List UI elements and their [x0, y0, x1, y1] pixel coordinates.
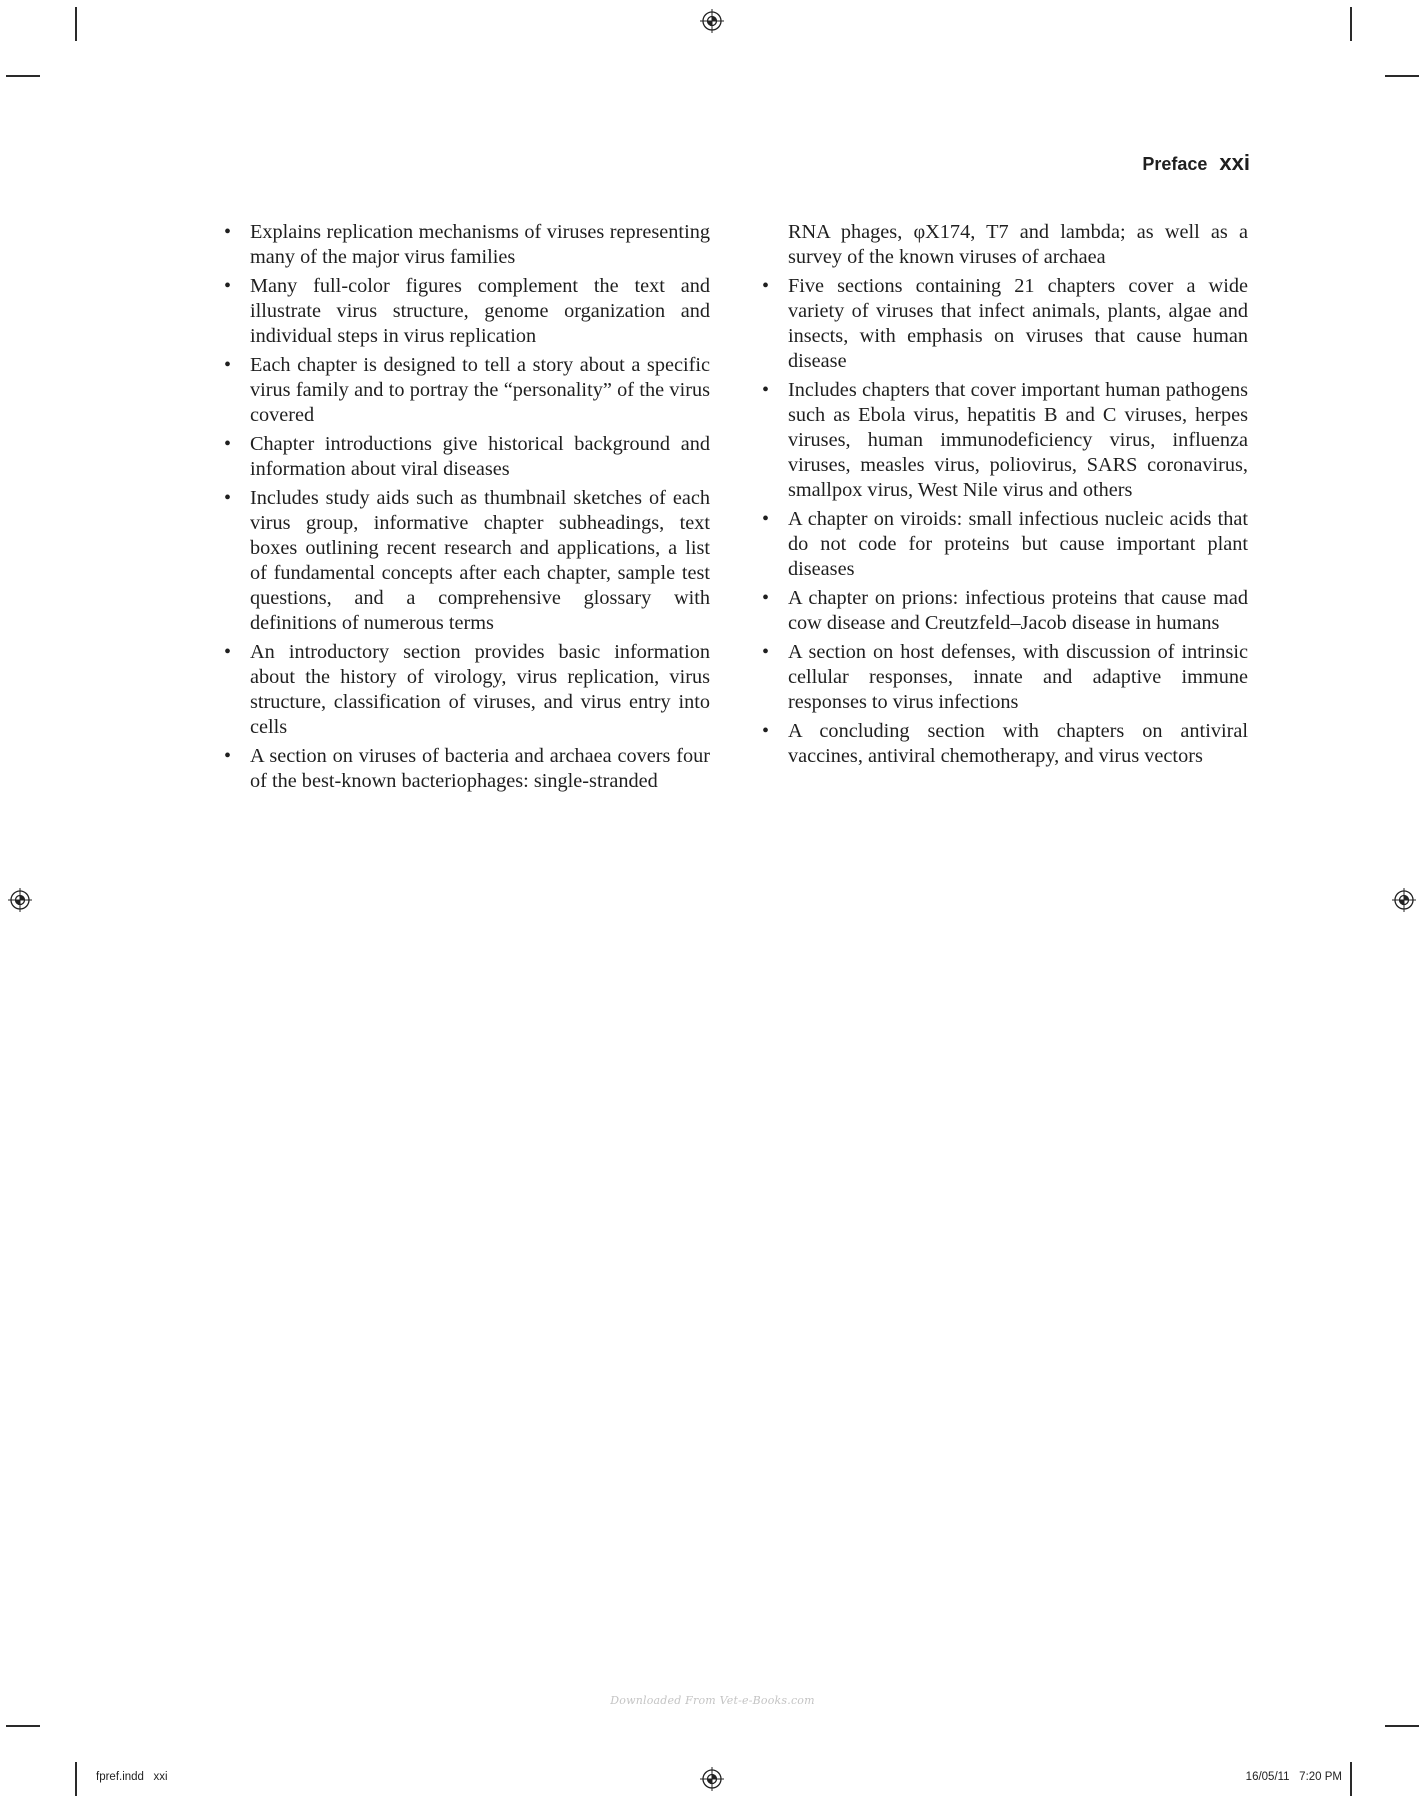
list-item [224, 744, 710, 794]
bullet-icon: • [224, 354, 232, 376]
crop-mark-icon [1350, 7, 1352, 41]
list-item [762, 719, 1248, 769]
list-item-text: Many full-color figures complement the text and illustrate virus structure, genome organization and individual steps in virus replication [250, 275, 710, 347]
crop-mark-icon [1385, 75, 1419, 77]
registration-target-icon [700, 1767, 724, 1791]
list-item [762, 378, 1248, 503]
bullet-icon: • [224, 487, 232, 509]
bullet-icon: • [762, 508, 770, 530]
bullet-list [224, 220, 710, 794]
list-item [762, 586, 1248, 636]
registration-target-icon [8, 888, 32, 912]
list-item-text: A section on host defenses, with discussion of intrinsic cellular responses, innate and adaptive immune responses to virus infections [788, 641, 1248, 713]
list-item [762, 274, 1248, 374]
list-item [224, 353, 710, 428]
bullet-icon: • [762, 275, 770, 297]
list-item-text: Each chapter is designed to tell a story about a specific virus family and to portray the “personality” of the virus covered [250, 354, 710, 426]
list-item-text: An introductory section provides basic information about the history of virology, virus replication, virus structure, classification of viruses, and virus entry into cells [250, 641, 710, 738]
running-head-title: Preface [1142, 154, 1208, 174]
list-item [224, 220, 710, 270]
crop-mark-icon [75, 7, 77, 41]
crop-mark-icon [1385, 1725, 1419, 1727]
list-item-text: Chapter introductions give historical background and information about viral diseases [250, 433, 710, 480]
bullet-icon: • [224, 641, 232, 663]
crop-mark-icon [1350, 1762, 1352, 1796]
bullet-icon: • [762, 379, 770, 401]
list-item-text: A concluding section with chapters on antiviral vaccines, antiviral chemotherapy, and virus vectors [788, 720, 1248, 767]
bullet-icon: • [762, 641, 770, 663]
list-item [224, 640, 710, 740]
bullet-icon: • [224, 433, 232, 455]
crop-mark-icon [6, 1725, 40, 1727]
bullet-icon: • [762, 587, 770, 609]
slug-file: fpref.indd xxi [96, 1771, 168, 1783]
slug-timestamp: 16/05/11 7:20 PM [1245, 1771, 1342, 1783]
list-item-text: Explains replication mechanisms of viruses representing many of the major virus families [250, 221, 710, 268]
list-item [224, 486, 710, 636]
crop-mark-icon [75, 1762, 77, 1796]
left-column [224, 220, 710, 798]
right-column [762, 220, 1248, 773]
list-item [224, 432, 710, 482]
registration-target-icon [1392, 888, 1416, 912]
bullet-icon: • [224, 221, 232, 243]
bullet-icon: • [762, 720, 770, 742]
bullet-icon: • [224, 745, 232, 767]
list-item-text: A chapter on viroids: small infectious nucleic acids that do not code for proteins but cause important plant diseases [788, 508, 1248, 580]
list-item [224, 274, 710, 349]
list-item [762, 507, 1248, 582]
list-item-text: RNA phages, φX174, T7 and lambda; as well as a survey of the known viruses of archaea [788, 221, 1248, 268]
list-item-continuation [762, 220, 1248, 270]
list-item [762, 640, 1248, 715]
list-item-text: A section on viruses of bacteria and archaea covers four of the best-known bacteriophages: single-stranded [250, 745, 710, 792]
running-head [1142, 150, 1250, 176]
list-item-text: Includes study aids such as thumbnail sketches of each virus group, informative chapter subheadings, text boxes outlining recent research and applications, a list of fundamental concepts after each chapter, sample test questions, and a comprehensive glossary with definitions of numerous terms [250, 487, 710, 634]
bullet-icon: • [224, 275, 232, 297]
page-number: xxi [1219, 150, 1250, 175]
bullet-list [762, 220, 1248, 769]
list-item-text: Five sections containing 21 chapters cover a wide variety of viruses that infect animals, plants, algae and insects, with emphasis on viruses that cause human disease [788, 275, 1248, 372]
list-item-text: Includes chapters that cover important human pathogens such as Ebola virus, hepatitis B and C viruses, herpes viruses, human immunodeficiency virus, influenza viruses, measles virus, poliovirus, SARS coronavirus, smallpox virus, West Nile virus and others [788, 379, 1248, 501]
list-item-text: A chapter on prions: infectious proteins that cause mad cow disease and Creutzfeld–Jacob disease in humans [788, 587, 1248, 634]
watermark: Downloaded From Vet-e-Books.com [610, 1694, 815, 1707]
crop-mark-icon [6, 75, 40, 77]
registration-target-icon [700, 9, 724, 33]
